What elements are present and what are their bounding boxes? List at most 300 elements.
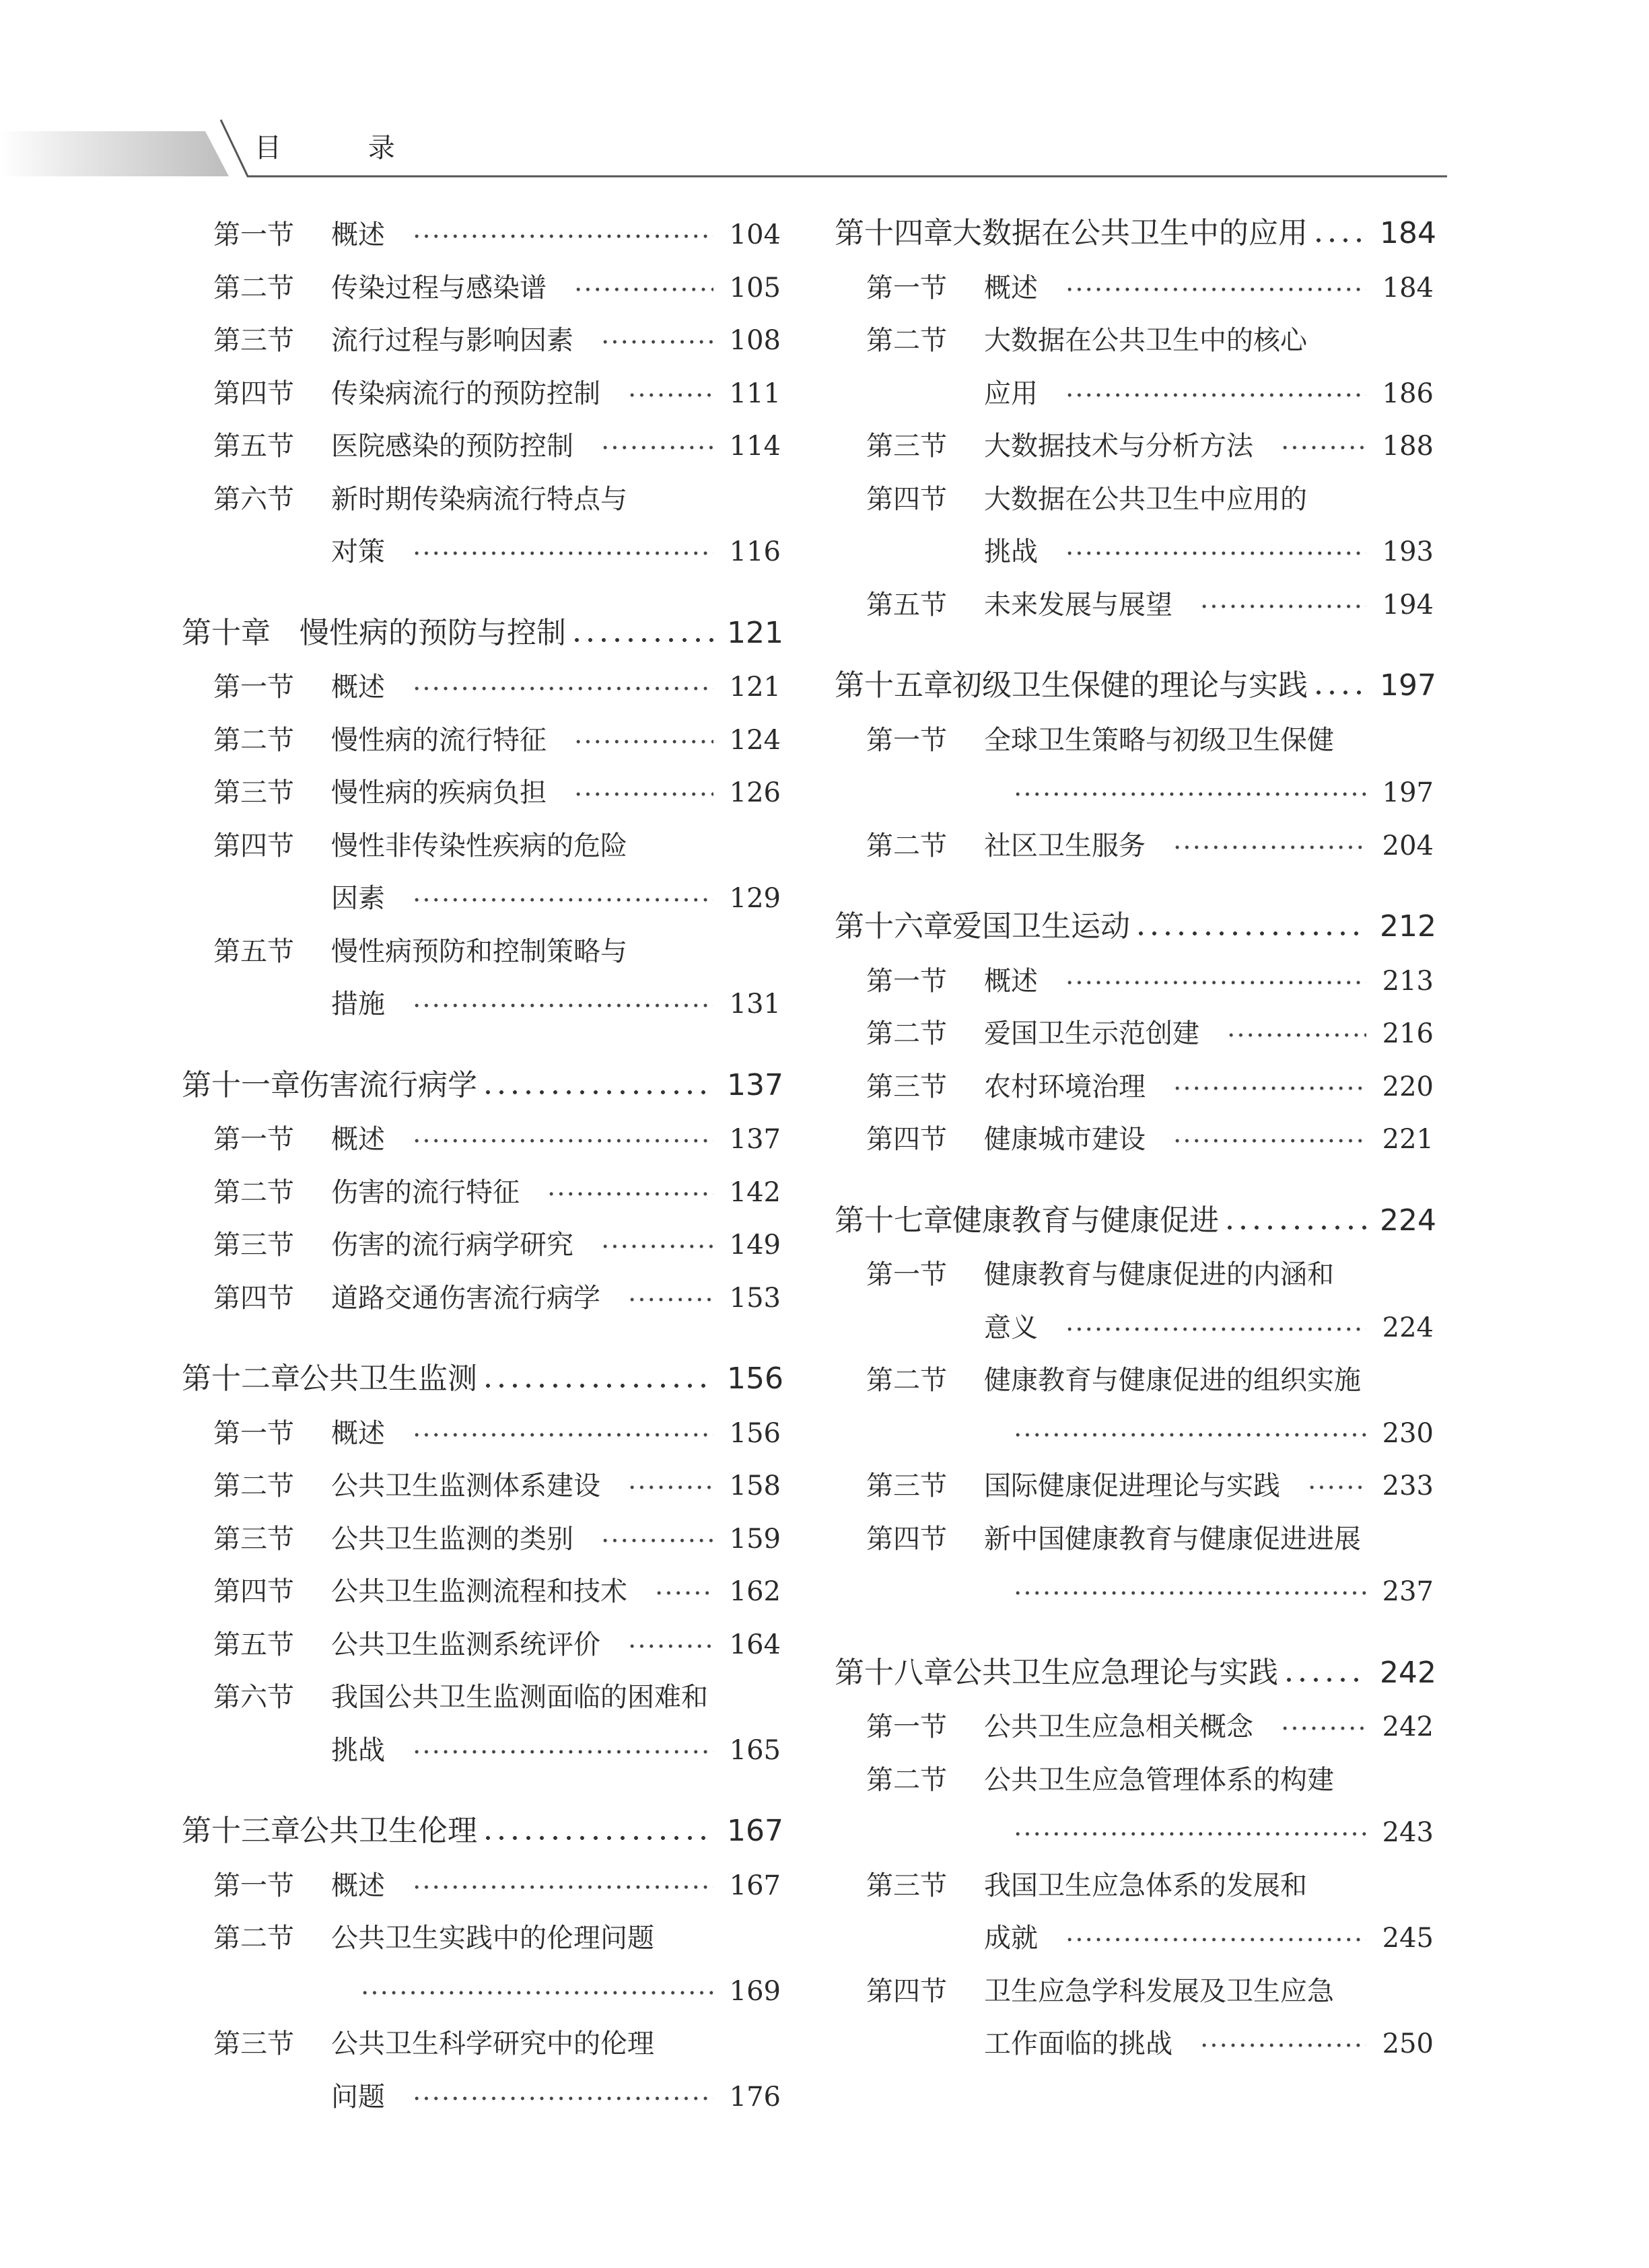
chapter-heading[interactable] — [182, 1061, 781, 1114]
dot-leader — [1172, 1139, 1366, 1143]
section-entry-line[interactable] — [182, 1912, 781, 1965]
section-entry[interactable] — [182, 714, 781, 767]
chapter-title: 公共卫生监测 — [300, 1361, 477, 1396]
section-entry[interactable] — [182, 1859, 781, 1913]
section-title: 问题 — [331, 2081, 385, 2113]
dot-leader — [1280, 446, 1366, 450]
dot-leader — [627, 1485, 713, 1489]
page-number: 193 — [1382, 536, 1434, 567]
section-title: 概述 — [331, 1417, 385, 1449]
section-label: 第二节 — [866, 325, 947, 356]
section-entry[interactable] — [835, 367, 1434, 421]
section-entry[interactable] — [835, 526, 1434, 579]
dot-leader — [412, 2096, 713, 2100]
page-number: 162 — [729, 1576, 781, 1607]
section-title: 工作面临的挑战 — [984, 2028, 1172, 2059]
section-entry[interactable] — [182, 1272, 781, 1325]
section-title: 挑战 — [331, 1734, 385, 1766]
page-number: 105 — [729, 272, 781, 304]
section-title: 成就 — [984, 1923, 1038, 1954]
page-number: 165 — [729, 1734, 781, 1766]
page-number: 221 — [1382, 1124, 1434, 1155]
dot-leader — [600, 1538, 713, 1543]
section-title: 公共卫生实践中的伦理问题 — [331, 1923, 654, 1954]
chapter-gap — [182, 579, 781, 608]
section-entry-line[interactable] — [182, 1671, 781, 1724]
dot-leader — [1065, 287, 1366, 291]
section-label: 第二节 — [213, 272, 294, 304]
section-title: 大数据技术与分析方法 — [984, 431, 1253, 462]
section-title: 概述 — [984, 965, 1038, 997]
page-number: 121 — [727, 615, 783, 650]
section-entry[interactable] — [182, 209, 781, 262]
section-title: 健康教育与健康促进的组织实施 — [984, 1365, 1361, 1396]
dot-leader — [1065, 551, 1366, 555]
dot-leader — [627, 1298, 713, 1302]
section-label: 第四节 — [213, 1576, 294, 1607]
section-label: 第三节 — [213, 1523, 294, 1555]
section-entry[interactable] — [835, 2018, 1434, 2071]
dot-leader — [481, 1384, 715, 1388]
page-number: 137 — [727, 1067, 783, 1102]
dot-leader — [412, 1003, 713, 1007]
section-title: 意义 — [984, 1312, 1038, 1343]
section-title: 全球卫生策略与初级卫生保健 — [984, 724, 1334, 756]
section-title: 概述 — [331, 672, 385, 703]
chapter-heading[interactable] — [835, 1196, 1434, 1249]
section-entry-line[interactable] — [835, 1859, 1434, 1913]
section-label: 第一节 — [213, 1417, 294, 1449]
section-label: 第三节 — [866, 1071, 947, 1102]
page-number: 167 — [727, 1814, 783, 1848]
dot-leader — [412, 551, 713, 555]
page-number: 167 — [729, 1870, 781, 1901]
chapter-block — [182, 579, 781, 1031]
dot-leader — [570, 638, 715, 642]
chapter-label: 第十一章 — [182, 1067, 300, 1102]
chapter-title: 伤害流行病学 — [300, 1067, 477, 1102]
section-entry[interactable] — [182, 1965, 781, 2018]
chapter-heading[interactable] — [182, 1806, 781, 1859]
chapter-title: 健康教育与健康促进 — [952, 1203, 1219, 1238]
page-number: 104 — [729, 219, 781, 250]
section-entry[interactable] — [835, 955, 1434, 1008]
dot-leader — [1172, 1086, 1366, 1090]
chapter-title: 爱国卫生运动 — [952, 909, 1130, 944]
section-entry[interactable] — [182, 1460, 781, 1513]
section-entry[interactable] — [182, 420, 781, 473]
section-title: 爱国卫生示范创建 — [984, 1018, 1199, 1049]
chapter-gap — [835, 1619, 1434, 1648]
dot-leader — [1280, 1726, 1366, 1730]
section-title: 道路交通伤害流行病学 — [331, 1282, 600, 1314]
page-number: 243 — [1382, 1817, 1434, 1848]
dot-leader — [412, 898, 713, 902]
section-title: 新中国健康教育与健康促进进展 — [984, 1523, 1361, 1555]
page-number: 108 — [729, 325, 781, 356]
page-number: 156 — [729, 1417, 781, 1449]
section-label: 第二节 — [213, 1923, 294, 1954]
section-label: 第一节 — [213, 1870, 294, 1901]
chapter-block — [182, 1777, 781, 2123]
page-number: 142 — [729, 1176, 781, 1208]
dot-leader — [1312, 238, 1368, 242]
page-number: 124 — [729, 724, 781, 756]
dot-leader — [481, 1836, 715, 1840]
dot-leader — [412, 1433, 713, 1437]
section-label: 第五节 — [213, 935, 294, 967]
toc-right-column — [835, 209, 1434, 2071]
page-number: 224 — [1380, 1203, 1436, 1238]
dot-leader — [1282, 1678, 1368, 1682]
section-entry[interactable] — [835, 1806, 1434, 1859]
dot-leader — [412, 234, 713, 238]
dot-leader — [1307, 1485, 1366, 1489]
dot-leader — [1013, 1433, 1366, 1437]
section-entry-line[interactable] — [835, 1513, 1434, 1566]
page-number: 184 — [1382, 272, 1434, 304]
chapter-gap — [182, 1324, 781, 1354]
section-title: 伤害的流行特征 — [331, 1176, 520, 1208]
section-label: 第四节 — [213, 378, 294, 409]
section-label: 第一节 — [213, 672, 294, 703]
section-label: 第二节 — [866, 1365, 947, 1396]
page-number: 184 — [1380, 216, 1436, 250]
section-title: 传染过程与感染谱 — [331, 272, 547, 304]
dot-leader — [1312, 690, 1368, 695]
section-entry[interactable] — [835, 1912, 1434, 1965]
section-label: 第二节 — [213, 1176, 294, 1208]
chapter-block — [835, 1619, 1434, 2071]
dot-leader — [573, 740, 713, 744]
page-number: 114 — [729, 431, 781, 462]
page-number: 159 — [729, 1523, 781, 1555]
section-title: 健康城市建设 — [984, 1124, 1146, 1155]
section-title: 慢性非传染性疾病的危险 — [331, 830, 627, 861]
chapter-heading[interactable] — [835, 209, 1434, 262]
chapter-heading[interactable] — [182, 1354, 781, 1407]
section-entry[interactable] — [835, 579, 1434, 632]
dot-leader — [412, 1139, 713, 1143]
section-title: 大数据在公共卫生中的核心 — [984, 325, 1307, 356]
toc-left-column — [182, 209, 781, 2123]
page-number: 250 — [1382, 2028, 1434, 2059]
chapter-heading[interactable] — [182, 608, 781, 662]
section-entry-line[interactable] — [182, 473, 781, 526]
page-number: 237 — [1382, 1576, 1434, 1607]
section-entry[interactable] — [835, 820, 1434, 873]
chapter-block — [182, 1031, 781, 1325]
section-entry[interactable] — [182, 1619, 781, 1672]
section-title: 医院感染的预防控制 — [331, 431, 573, 462]
section-title: 慢性病的流行特征 — [331, 724, 547, 756]
chapter-label: 第十章 — [182, 615, 271, 650]
dot-leader — [412, 1750, 713, 1754]
dot-leader — [1065, 393, 1366, 397]
section-title: 公共卫生应急管理体系的构建 — [984, 1764, 1334, 1796]
section-entry-line[interactable] — [835, 714, 1434, 767]
section-entry[interactable] — [182, 1513, 781, 1566]
section-label: 第四节 — [213, 1282, 294, 1314]
page-number: 158 — [729, 1470, 781, 1501]
section-title: 我国公共卫生监测面临的困难和 — [331, 1682, 708, 1713]
section-title: 措施 — [331, 989, 385, 1020]
section-label: 第一节 — [866, 1711, 947, 1742]
page-number: 186 — [1382, 378, 1434, 409]
dot-leader — [1013, 1591, 1366, 1595]
chapter-label: 第十三章 — [182, 1814, 300, 1848]
section-title: 概述 — [984, 272, 1038, 304]
dot-leader — [1065, 981, 1366, 985]
chapter-heading[interactable] — [835, 902, 1434, 955]
chapter-heading[interactable] — [835, 661, 1434, 714]
dot-leader — [412, 1885, 713, 1889]
dot-leader — [1013, 1832, 1366, 1836]
page-number: 156 — [727, 1361, 783, 1396]
section-title: 公共卫生监测的类别 — [331, 1523, 573, 1555]
section-label: 第六节 — [213, 1682, 294, 1713]
section-label: 第一节 — [866, 965, 947, 997]
page-number: 111 — [729, 378, 781, 409]
page-number: 197 — [1380, 668, 1436, 703]
page-number: 224 — [1382, 1312, 1434, 1343]
section-entry[interactable] — [182, 367, 781, 421]
section-label: 第四节 — [866, 1523, 947, 1555]
section-entry-line[interactable] — [835, 473, 1434, 526]
section-title: 因素 — [331, 883, 385, 914]
chapter-block — [835, 872, 1434, 1166]
section-title: 概述 — [331, 1870, 385, 1901]
section-title: 未来发展与展望 — [984, 589, 1172, 621]
section-entry-line[interactable] — [835, 1248, 1434, 1302]
chapter-block — [835, 209, 1434, 631]
section-label: 第二节 — [213, 1470, 294, 1501]
section-label: 第一节 — [866, 724, 947, 756]
section-label: 第二节 — [213, 724, 294, 756]
section-title: 健康教育与健康促进的内涵和 — [984, 1259, 1334, 1290]
dot-leader — [412, 686, 713, 690]
section-label: 第三节 — [213, 1230, 294, 1261]
section-entry[interactable] — [835, 767, 1434, 820]
section-label: 第五节 — [213, 1629, 294, 1660]
section-entry[interactable] — [835, 1007, 1434, 1061]
section-title: 社区卫生服务 — [984, 830, 1146, 861]
dot-leader — [600, 446, 713, 450]
section-label: 第一节 — [866, 272, 947, 304]
section-title: 概述 — [331, 1124, 385, 1155]
section-entry[interactable] — [835, 1407, 1434, 1460]
section-entry[interactable] — [182, 526, 781, 579]
section-entry[interactable] — [835, 1113, 1434, 1166]
section-entry[interactable] — [835, 1460, 1434, 1513]
chapter-title: 公共卫生应急理论与实践 — [952, 1655, 1278, 1690]
chapter-block — [182, 209, 781, 579]
section-entry[interactable] — [182, 661, 781, 714]
section-title: 公共卫生监测系统评价 — [331, 1629, 600, 1660]
section-title: 传染病流行的预防控制 — [331, 378, 600, 409]
section-title: 概述 — [331, 219, 385, 250]
section-entry-line[interactable] — [182, 2018, 781, 2071]
section-label: 第三节 — [213, 2028, 294, 2059]
section-label: 第三节 — [866, 1470, 947, 1501]
chapter-label: 第十五章 — [835, 668, 953, 703]
chapter-gap — [835, 872, 1434, 902]
section-entry[interactable] — [182, 1407, 781, 1460]
page-number: 131 — [729, 989, 781, 1020]
chapter-title: 大数据在公共卫生中的应用 — [952, 216, 1308, 250]
section-entry[interactable] — [182, 767, 781, 820]
section-entry[interactable] — [182, 1219, 781, 1272]
section-entry[interactable] — [835, 420, 1434, 473]
section-entry[interactable] — [835, 1701, 1434, 1754]
chapter-block — [835, 1166, 1434, 1619]
dot-leader — [481, 1090, 715, 1094]
page-number: 176 — [729, 2081, 781, 2113]
page-number: 213 — [1382, 965, 1434, 997]
section-entry[interactable] — [835, 1302, 1434, 1355]
section-label: 第二节 — [866, 830, 947, 861]
dot-leader — [360, 1991, 713, 1995]
section-entry-line[interactable] — [835, 1754, 1434, 1807]
page-number: 220 — [1382, 1071, 1434, 1102]
section-entry-line[interactable] — [835, 1354, 1434, 1407]
section-label: 第四节 — [866, 1975, 947, 2007]
page-number: 121 — [729, 672, 781, 703]
chapter-title: 初级卫生保健的理论与实践 — [952, 668, 1308, 703]
section-entry-line[interactable] — [835, 314, 1434, 367]
page-number: 230 — [1382, 1417, 1434, 1449]
chapter-label: 第十七章 — [835, 1203, 953, 1238]
chapter-title: 公共卫生伦理 — [300, 1814, 477, 1848]
section-title: 公共卫生科学研究中的伦理 — [331, 2028, 654, 2059]
section-entry[interactable] — [182, 2071, 781, 2124]
page-number: 129 — [729, 883, 781, 914]
section-title: 公共卫生监测体系建设 — [331, 1470, 600, 1501]
chapter-label: 第十八章 — [835, 1655, 953, 1690]
section-entry[interactable] — [835, 1061, 1434, 1114]
page-header — [0, 0, 1649, 195]
section-entry[interactable] — [835, 262, 1434, 315]
chapter-gap — [835, 1166, 1434, 1196]
dot-leader — [573, 287, 713, 291]
section-title: 公共卫生监测流程和技术 — [331, 1576, 627, 1607]
page-number: 242 — [1380, 1655, 1436, 1690]
chapter-label: 第十二章 — [182, 1361, 300, 1396]
dot-leader — [1226, 1033, 1366, 1037]
section-entry[interactable] — [182, 978, 781, 1031]
section-label: 第五节 — [213, 431, 294, 462]
dot-leader — [654, 1591, 713, 1595]
chapter-block — [835, 631, 1434, 872]
section-title: 伤害的流行病学研究 — [331, 1230, 573, 1261]
section-title: 对策 — [331, 536, 385, 567]
section-label: 第三节 — [866, 431, 947, 462]
dot-leader — [1134, 931, 1368, 935]
section-entry[interactable] — [182, 1724, 781, 1777]
section-entry-line[interactable] — [182, 820, 781, 873]
section-label: 第四节 — [866, 1124, 947, 1155]
dot-leader — [600, 1244, 713, 1248]
chapter-heading[interactable] — [835, 1648, 1434, 1701]
section-label: 第四节 — [213, 830, 294, 861]
section-label: 第三节 — [213, 777, 294, 808]
dot-leader — [627, 393, 713, 397]
section-label: 第四节 — [866, 483, 947, 515]
section-entry[interactable] — [182, 314, 781, 367]
chapter-block — [182, 1324, 781, 1777]
section-label: 第三节 — [213, 325, 294, 356]
page-title: 目 录 — [254, 133, 434, 164]
page-number: 197 — [1382, 777, 1434, 808]
page-number: 233 — [1382, 1470, 1434, 1501]
dot-leader — [1172, 845, 1366, 849]
section-title: 公共卫生应急相关概念 — [984, 1711, 1253, 1742]
section-label: 第一节 — [866, 1259, 947, 1290]
section-label: 第六节 — [213, 483, 294, 515]
page-number: 169 — [729, 1975, 781, 2007]
page-number: 188 — [1382, 431, 1434, 462]
section-title: 国际健康促进理论与实践 — [984, 1470, 1280, 1501]
section-title: 新时期传染病流行特点与 — [331, 483, 627, 515]
section-title: 慢性病的疾病负担 — [331, 777, 547, 808]
page-number: 242 — [1382, 1711, 1434, 1742]
page-number: 216 — [1382, 1018, 1434, 1049]
section-label: 第二节 — [866, 1764, 947, 1796]
section-entry-line[interactable] — [182, 925, 781, 979]
header-banner — [0, 0, 1649, 195]
dot-leader — [1199, 604, 1366, 608]
section-label: 第一节 — [213, 1124, 294, 1155]
dot-leader — [573, 792, 713, 796]
dot-leader — [1013, 792, 1366, 796]
page-number: 149 — [729, 1230, 781, 1261]
section-title: 挑战 — [984, 536, 1038, 567]
dot-leader — [600, 340, 713, 344]
section-entry[interactable] — [182, 1166, 781, 1219]
page-number: 164 — [729, 1629, 781, 1660]
page-number: 204 — [1382, 830, 1434, 861]
page-number: 153 — [729, 1282, 781, 1314]
section-entry[interactable] — [835, 1565, 1434, 1619]
section-title: 农村环境治理 — [984, 1071, 1146, 1102]
chapter-gap — [182, 1777, 781, 1806]
dot-leader — [1065, 1938, 1366, 1942]
section-title: 我国卫生应急体系的发展和 — [984, 1870, 1307, 1901]
dot-leader — [1223, 1226, 1368, 1230]
section-title: 应用 — [984, 378, 1038, 409]
section-title: 大数据在公共卫生中应用的 — [984, 483, 1307, 515]
page-number: 245 — [1382, 1923, 1434, 1954]
page-number: 194 — [1382, 589, 1434, 621]
section-entry[interactable] — [182, 1113, 781, 1166]
section-entry[interactable] — [182, 262, 781, 315]
dot-leader — [627, 1644, 713, 1648]
section-title: 流行过程与影响因素 — [331, 325, 573, 356]
section-entry[interactable] — [182, 1565, 781, 1619]
section-entry-line[interactable] — [835, 1965, 1434, 2018]
section-label: 第二节 — [866, 1018, 947, 1049]
page-number: 212 — [1380, 909, 1436, 944]
section-label: 第三节 — [866, 1870, 947, 1901]
page-number: 137 — [729, 1124, 781, 1155]
section-entry[interactable] — [182, 872, 781, 925]
chapter-gap — [835, 631, 1434, 661]
section-label: 第一节 — [213, 219, 294, 250]
chapter-label: 第十四章 — [835, 216, 953, 250]
chapter-title: 慢性病的预防与控制 — [300, 615, 566, 650]
dot-leader — [1199, 2043, 1366, 2047]
chapter-label: 第十六章 — [835, 909, 953, 944]
